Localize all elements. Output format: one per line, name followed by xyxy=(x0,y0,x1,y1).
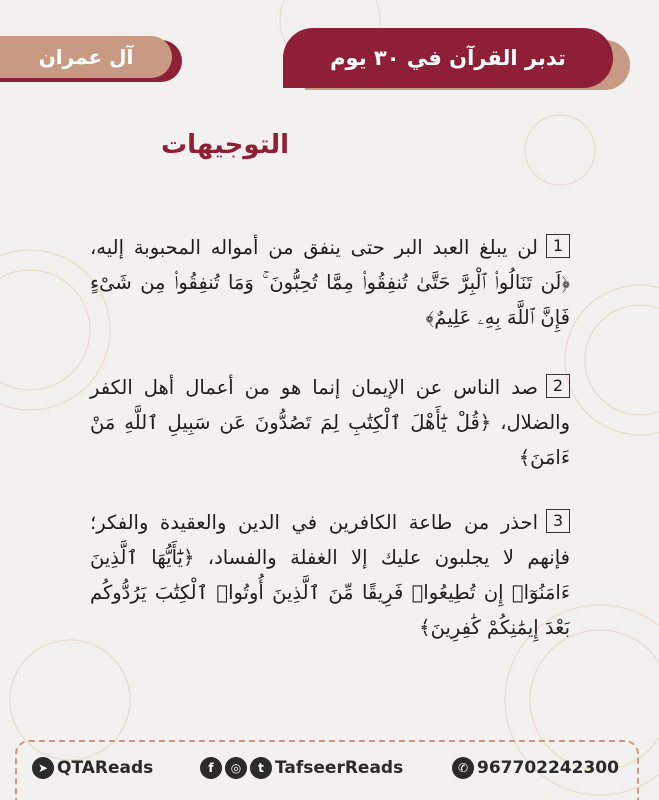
social-link[interactable] xyxy=(200,757,403,779)
whatsapp-icon: ✆ xyxy=(452,757,474,779)
guidance-point-2 xyxy=(90,370,570,475)
series-title-banner xyxy=(283,28,613,88)
whatsapp-number: 967702242300 xyxy=(477,758,619,778)
instagram-icon: ◎ xyxy=(225,757,247,779)
guidance-point-1 xyxy=(90,230,570,335)
telegram-link[interactable] xyxy=(32,757,153,779)
series-title: تدبر القرآن في ٣٠ يوم xyxy=(330,46,566,70)
facebook-icon: f xyxy=(200,757,222,779)
point-text: صد الناس عن الإيمان إنما هو من أعمال أهل الكفر والضلال، ﴿قُلْ يَٰٓأَهْلَ ٱلْكِتَٰبِ لِمَ تَصُدُّونَ عَن سَبِيلِ ٱللَّهِ مَنْ ءَامَنَ﴾ xyxy=(90,376,570,469)
point-number: 1 xyxy=(546,234,570,258)
telegram-handle: QTAReads xyxy=(57,758,154,778)
point-text: احذر من طاعة الكافرين في الدين والعقيدة والفكر؛ فإنهم لا يجلبون عليك إلا الغفلة والفساد، ﴿يَٰٓأَيُّهَا ٱلَّذِينَ ءَامَنُوٓا۟ إِن تُطِيعُوا۟ فَرِيقًا مِّنَ ٱلَّذِينَ أُوتُوا۟ ٱلْكِتَٰبَ يَرُدُّوكُم بَعْدَ إِيمَٰنِكُمْ كَٰفِرِينَ﴾ xyxy=(90,511,570,639)
twitter-icon: t xyxy=(250,757,272,779)
point-number: 3 xyxy=(546,509,570,533)
surah-tab xyxy=(0,36,172,78)
guidance-point-3 xyxy=(90,505,570,645)
social-handle: TafseerReads xyxy=(275,758,404,778)
telegram-icon: ➤ xyxy=(32,757,54,779)
section-heading: التوجيهات xyxy=(161,130,289,160)
point-text: لن يبلغ العبد البر حتى ينفق من أمواله المحبوبة إليه، ﴿لَن تَنَالُوا۟ ٱلْبِرَّ حَتَّىٰ تُنفِقُوا۟ مِمَّا تُحِبُّونَ ۚ وَمَا تُنفِقُوا۟ مِن شَىْءٍ فَإِنَّ ٱللَّهَ بِهِۦ عَلِيمٌ﴾ xyxy=(90,236,570,329)
surah-name: آل عمران xyxy=(38,45,134,69)
point-number: 2 xyxy=(546,374,570,398)
whatsapp-link[interactable] xyxy=(452,757,619,779)
